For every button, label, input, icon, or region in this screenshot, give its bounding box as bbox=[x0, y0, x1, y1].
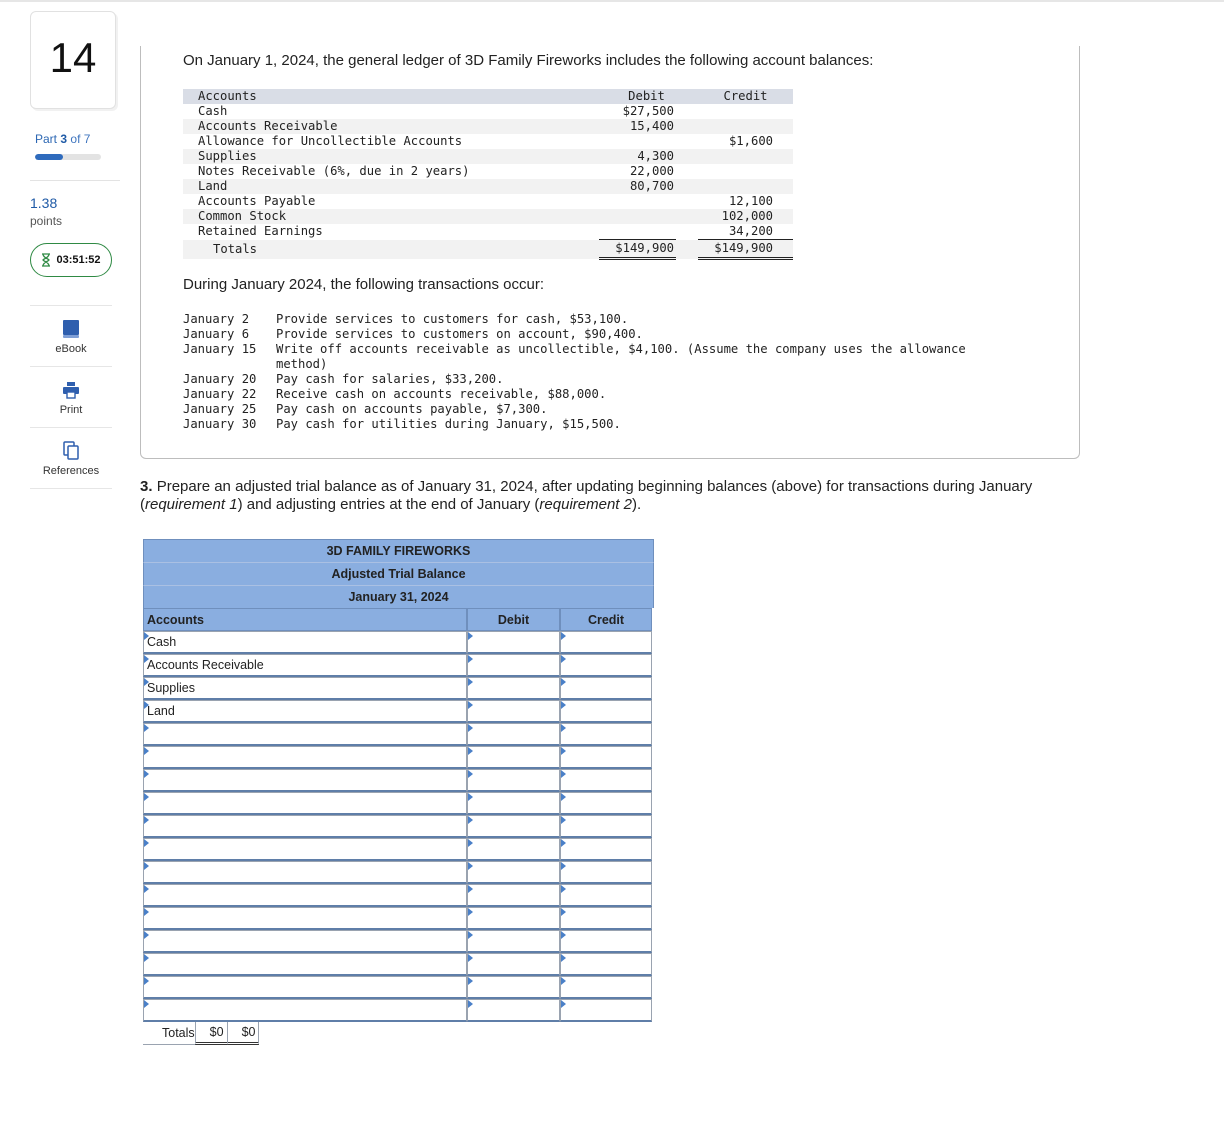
ledger-account: Accounts Payable bbox=[198, 194, 316, 208]
totals-credit-value: 0 bbox=[248, 1025, 256, 1039]
dropdown-marker-icon bbox=[144, 724, 149, 732]
ledger-credit: 12,100 bbox=[728, 194, 773, 208]
printer-icon bbox=[62, 381, 80, 399]
credit-input[interactable] bbox=[560, 930, 652, 953]
input-marker-icon bbox=[468, 701, 473, 709]
debit-input[interactable] bbox=[467, 723, 560, 746]
dropdown-marker-icon bbox=[144, 678, 149, 686]
copy-icon bbox=[62, 441, 80, 461]
ledger-row bbox=[183, 119, 793, 134]
transaction-text: Pay cash for salaries, $33,200. bbox=[276, 372, 504, 386]
transaction-row bbox=[183, 402, 1016, 417]
debit-input[interactable] bbox=[467, 861, 560, 884]
input-marker-icon bbox=[561, 977, 566, 985]
account-select[interactable]: Land bbox=[143, 700, 467, 723]
credit-input[interactable] bbox=[560, 792, 652, 815]
account-select[interactable] bbox=[143, 838, 467, 861]
requirement-ref-1: requirement 1 bbox=[145, 496, 238, 513]
credit-input[interactable] bbox=[560, 815, 652, 838]
ledger-row bbox=[183, 194, 793, 209]
worksheet-statement: Adjusted Trial Balance bbox=[143, 562, 654, 585]
transaction-date: January 20 bbox=[183, 372, 257, 386]
ledger-account: Notes Receivable (6%, due in 2 years) bbox=[198, 164, 470, 178]
part-total: of 7 bbox=[70, 132, 91, 146]
ledger-gap bbox=[676, 134, 698, 149]
debit-input[interactable] bbox=[467, 999, 560, 1022]
transaction-row bbox=[183, 342, 1016, 372]
credit-input[interactable] bbox=[560, 769, 652, 792]
totals-label: Totals bbox=[143, 1022, 195, 1045]
dropdown-marker-icon bbox=[144, 770, 149, 778]
dropdown-marker-icon bbox=[144, 632, 149, 640]
ledger-totals-debit: $149,900 bbox=[599, 240, 676, 259]
dropdown-marker-icon bbox=[144, 839, 149, 847]
input-marker-icon bbox=[468, 793, 473, 801]
col-debit: Debit bbox=[467, 608, 560, 631]
input-marker-icon bbox=[468, 770, 473, 778]
ledger-header-row bbox=[183, 89, 793, 104]
account-select[interactable] bbox=[143, 792, 467, 815]
ledger-gap bbox=[676, 209, 698, 224]
ledger-row bbox=[183, 179, 793, 194]
account-select[interactable] bbox=[143, 815, 467, 838]
dropdown-marker-icon bbox=[144, 908, 149, 916]
transaction-text: Receive cash on accounts receivable, $88,000. bbox=[276, 387, 607, 401]
input-marker-icon bbox=[561, 770, 566, 778]
account-select[interactable] bbox=[143, 723, 467, 746]
account-select[interactable]: Supplies bbox=[143, 677, 467, 700]
dropdown-marker-icon bbox=[144, 747, 149, 755]
ledger-header-debit: Debit bbox=[599, 89, 676, 104]
input-marker-icon bbox=[561, 954, 566, 962]
ledger-row bbox=[183, 149, 793, 164]
account-select[interactable] bbox=[143, 769, 467, 792]
ledger-gap bbox=[676, 119, 698, 134]
problem-intro: On January 1, 2024, the general ledger of 3D Family Fireworks includes the following account balances: bbox=[183, 52, 874, 69]
part-label: Part bbox=[35, 132, 58, 146]
part-indicator bbox=[35, 132, 90, 146]
ledger-credit: $1,600 bbox=[728, 134, 773, 148]
requirement-text-b: ) and adjusting entries at the end of January ( bbox=[237, 496, 540, 513]
account-select[interactable] bbox=[143, 999, 467, 1022]
credit-input[interactable] bbox=[560, 723, 652, 746]
ledger-credit bbox=[698, 179, 793, 194]
input-marker-icon bbox=[561, 632, 566, 640]
transaction-row bbox=[183, 417, 1016, 432]
debit-input[interactable] bbox=[467, 769, 560, 792]
timer[interactable] bbox=[30, 243, 112, 277]
credit-input[interactable] bbox=[560, 654, 652, 677]
input-marker-icon bbox=[561, 931, 566, 939]
points-label: points bbox=[30, 214, 63, 228]
ledger-account: Cash bbox=[198, 104, 228, 118]
part-progress-fill bbox=[35, 154, 63, 160]
credit-input[interactable] bbox=[560, 746, 652, 769]
credit-input[interactable] bbox=[560, 631, 652, 654]
references-button[interactable] bbox=[30, 427, 112, 488]
debit-input[interactable] bbox=[467, 746, 560, 769]
requirement-text-c: ). bbox=[631, 496, 642, 513]
transaction-row bbox=[183, 327, 1016, 342]
ledger-credit: 102,000 bbox=[698, 209, 793, 224]
ledger-row bbox=[183, 164, 793, 179]
credit-input[interactable] bbox=[560, 884, 652, 907]
debit-input[interactable] bbox=[467, 976, 560, 999]
transaction-row bbox=[183, 312, 1016, 327]
ledger-credit bbox=[698, 119, 793, 134]
input-marker-icon bbox=[468, 908, 473, 916]
ledger-debit: 4,300 bbox=[599, 149, 676, 164]
transaction-text: Write off accounts receivable as uncollectible, $4,100. (Assume the company uses the allowance method) bbox=[276, 342, 966, 371]
transaction-date: January 2 bbox=[183, 312, 250, 326]
input-marker-icon bbox=[468, 954, 473, 962]
dropdown-marker-icon bbox=[144, 701, 149, 709]
credit-input[interactable] bbox=[560, 976, 652, 999]
transaction-date: January 22 bbox=[183, 387, 257, 401]
ledger-totals-row bbox=[183, 240, 793, 259]
input-marker-icon bbox=[561, 724, 566, 732]
credit-input[interactable] bbox=[560, 677, 652, 700]
input-marker-icon bbox=[561, 1000, 566, 1008]
col-credit: Credit bbox=[560, 608, 652, 631]
debit-input[interactable] bbox=[467, 700, 560, 723]
transaction-text: Pay cash on accounts payable, $7,300. bbox=[276, 402, 548, 416]
transaction-row bbox=[183, 372, 1016, 387]
ledger-debit: 15,400 bbox=[599, 119, 676, 134]
debit-input[interactable] bbox=[467, 792, 560, 815]
dropdown-marker-icon bbox=[144, 1000, 149, 1008]
ledger-debit bbox=[599, 209, 676, 224]
dropdown-marker-icon bbox=[144, 931, 149, 939]
worksheet-date: January 31, 2024 bbox=[143, 585, 654, 608]
sidebar-divider bbox=[30, 180, 120, 181]
beginning-balances-table bbox=[183, 89, 793, 260]
print-button[interactable] bbox=[30, 366, 112, 427]
points-value: 1.38 bbox=[30, 195, 58, 211]
transaction-text: Pay cash for utilities during January, $15,500. bbox=[276, 417, 621, 431]
ledger-body bbox=[183, 89, 793, 259]
ledger-debit bbox=[599, 194, 676, 209]
transaction-date: January 15 bbox=[183, 342, 257, 356]
ledger-debit: 22,000 bbox=[629, 164, 674, 178]
ledger-debit bbox=[599, 134, 676, 149]
debit-input[interactable] bbox=[467, 654, 560, 677]
ledger-credit: 34,200 bbox=[728, 224, 773, 238]
account-select[interactable] bbox=[143, 976, 467, 999]
transactions-intro: During January 2024, the following transactions occur: bbox=[183, 276, 545, 293]
ledger-gap bbox=[676, 179, 698, 194]
worksheet-grid bbox=[143, 608, 654, 1022]
account-select[interactable]: Accounts Receivable bbox=[143, 654, 467, 677]
ledger-account: Retained Earnings bbox=[198, 224, 323, 239]
totals-debit-symbol: $ bbox=[209, 1025, 217, 1039]
ledger-account: Land bbox=[183, 179, 599, 194]
input-marker-icon bbox=[561, 655, 566, 663]
dropdown-marker-icon bbox=[144, 977, 149, 985]
transaction-text: Provide services to customers on account, $90,400. bbox=[276, 327, 643, 341]
dropdown-marker-icon bbox=[144, 655, 149, 663]
transaction-date: January 30 bbox=[183, 417, 257, 431]
totals-credit bbox=[227, 1022, 260, 1045]
debit-input[interactable] bbox=[467, 631, 560, 654]
debit-input[interactable] bbox=[467, 884, 560, 907]
input-marker-icon bbox=[561, 793, 566, 801]
requirement-text-a: Prepare an adjusted trial balance as of January 31, 2024, after updating beginning balances (above) for transactions during January ( bbox=[140, 478, 1033, 513]
input-marker-icon bbox=[561, 747, 566, 755]
ledger-totals-credit: $149,900 bbox=[698, 240, 793, 259]
account-select[interactable] bbox=[143, 861, 467, 884]
ledger-credit bbox=[698, 164, 793, 179]
dropdown-marker-icon bbox=[144, 954, 149, 962]
credit-input[interactable] bbox=[560, 999, 652, 1022]
input-marker-icon bbox=[468, 977, 473, 985]
ledger-account: Supplies bbox=[183, 149, 599, 164]
debit-input[interactable] bbox=[467, 838, 560, 861]
account-select[interactable] bbox=[143, 907, 467, 930]
input-marker-icon bbox=[561, 885, 566, 893]
part-progress-bar bbox=[35, 154, 101, 160]
account-select[interactable]: Cash bbox=[143, 631, 467, 654]
credit-input[interactable] bbox=[560, 953, 652, 976]
ledger-row bbox=[183, 209, 793, 224]
input-marker-icon bbox=[561, 839, 566, 847]
account-select[interactable] bbox=[143, 953, 467, 976]
ledger-debit bbox=[599, 224, 676, 240]
ledger-row bbox=[183, 224, 793, 240]
transaction-row bbox=[183, 387, 1016, 402]
debit-input[interactable] bbox=[467, 677, 560, 700]
debit-input[interactable] bbox=[467, 953, 560, 976]
top-border bbox=[0, 0, 1224, 2]
question-number: 14 bbox=[30, 11, 116, 109]
ledger-debit: $27,500 bbox=[622, 104, 674, 118]
worksheet-company: 3D FAMILY FIREWORKS bbox=[143, 539, 654, 562]
input-marker-icon bbox=[468, 931, 473, 939]
book-icon bbox=[62, 319, 80, 339]
debit-input[interactable] bbox=[467, 930, 560, 953]
transactions-table bbox=[183, 312, 1016, 432]
input-marker-icon bbox=[468, 862, 473, 870]
dropdown-marker-icon bbox=[144, 816, 149, 824]
input-marker-icon bbox=[561, 701, 566, 709]
input-marker-icon bbox=[561, 816, 566, 824]
input-marker-icon bbox=[561, 862, 566, 870]
debit-input[interactable] bbox=[467, 815, 560, 838]
credit-input[interactable] bbox=[560, 861, 652, 884]
debit-input[interactable] bbox=[467, 907, 560, 930]
ledger-gap bbox=[676, 89, 698, 104]
transaction-text: Provide services to customers for cash, $53,100. bbox=[276, 312, 629, 326]
requirement-ref-2: requirement 2 bbox=[539, 496, 632, 513]
part-current: 3 bbox=[60, 132, 68, 146]
totals-debit-value: 0 bbox=[216, 1025, 224, 1039]
ledger-row bbox=[183, 104, 793, 119]
ledger-credit bbox=[698, 149, 793, 164]
account-select[interactable] bbox=[143, 746, 467, 769]
account-select[interactable] bbox=[143, 884, 467, 907]
input-marker-icon bbox=[468, 678, 473, 686]
dropdown-marker-icon bbox=[144, 885, 149, 893]
ledger-credit bbox=[698, 104, 793, 119]
ledger-gap bbox=[676, 149, 698, 164]
ebook-label: eBook bbox=[55, 343, 87, 355]
input-marker-icon bbox=[561, 908, 566, 916]
transaction-date: January 6 bbox=[183, 327, 250, 341]
ledger-account: Accounts Receivable bbox=[183, 119, 599, 134]
credit-input[interactable] bbox=[560, 907, 652, 930]
ledger-account: Allowance for Uncollectible Accounts bbox=[198, 134, 463, 148]
ledger-row bbox=[183, 134, 793, 149]
credit-input[interactable] bbox=[560, 700, 652, 723]
totals-row bbox=[143, 1022, 654, 1045]
ledger-gap bbox=[676, 164, 698, 179]
references-label: References bbox=[42, 465, 100, 477]
account-select[interactable] bbox=[143, 930, 467, 953]
input-marker-icon bbox=[561, 678, 566, 686]
print-label: Print bbox=[59, 404, 83, 416]
input-marker-icon bbox=[468, 1000, 473, 1008]
ledger-header-credit: Credit bbox=[698, 89, 793, 104]
ledger-gap bbox=[676, 240, 698, 259]
ledger-account: Common Stock bbox=[183, 209, 599, 224]
hourglass-icon bbox=[41, 253, 51, 267]
transaction-date: January 25 bbox=[183, 402, 257, 416]
input-marker-icon bbox=[468, 839, 473, 847]
ledger-gap bbox=[676, 224, 698, 240]
input-marker-icon bbox=[468, 747, 473, 755]
input-marker-icon bbox=[468, 655, 473, 663]
input-marker-icon bbox=[468, 816, 473, 824]
ledger-header-account: Accounts bbox=[183, 89, 599, 104]
ledger-gap bbox=[676, 194, 698, 209]
ledger-debit: 80,700 bbox=[599, 179, 676, 194]
totals-credit-symbol: $ bbox=[241, 1025, 249, 1039]
dropdown-marker-icon bbox=[144, 793, 149, 801]
transactions-body bbox=[183, 312, 1016, 432]
input-marker-icon bbox=[468, 724, 473, 732]
timer-value: 03:51:52 bbox=[56, 254, 101, 266]
requirement-text bbox=[140, 478, 1090, 514]
ledger-gap bbox=[676, 104, 698, 119]
totals-debit bbox=[195, 1022, 227, 1045]
credit-input[interactable] bbox=[560, 838, 652, 861]
ebook-button[interactable] bbox=[30, 305, 112, 366]
requirement-number: 3. bbox=[140, 478, 153, 495]
adjusted-trial-balance-worksheet bbox=[143, 539, 654, 1045]
input-marker-icon bbox=[468, 632, 473, 640]
dropdown-marker-icon bbox=[144, 862, 149, 870]
col-accounts: Accounts bbox=[143, 608, 467, 631]
input-marker-icon bbox=[468, 885, 473, 893]
ledger-totals-label: Totals bbox=[183, 240, 599, 259]
